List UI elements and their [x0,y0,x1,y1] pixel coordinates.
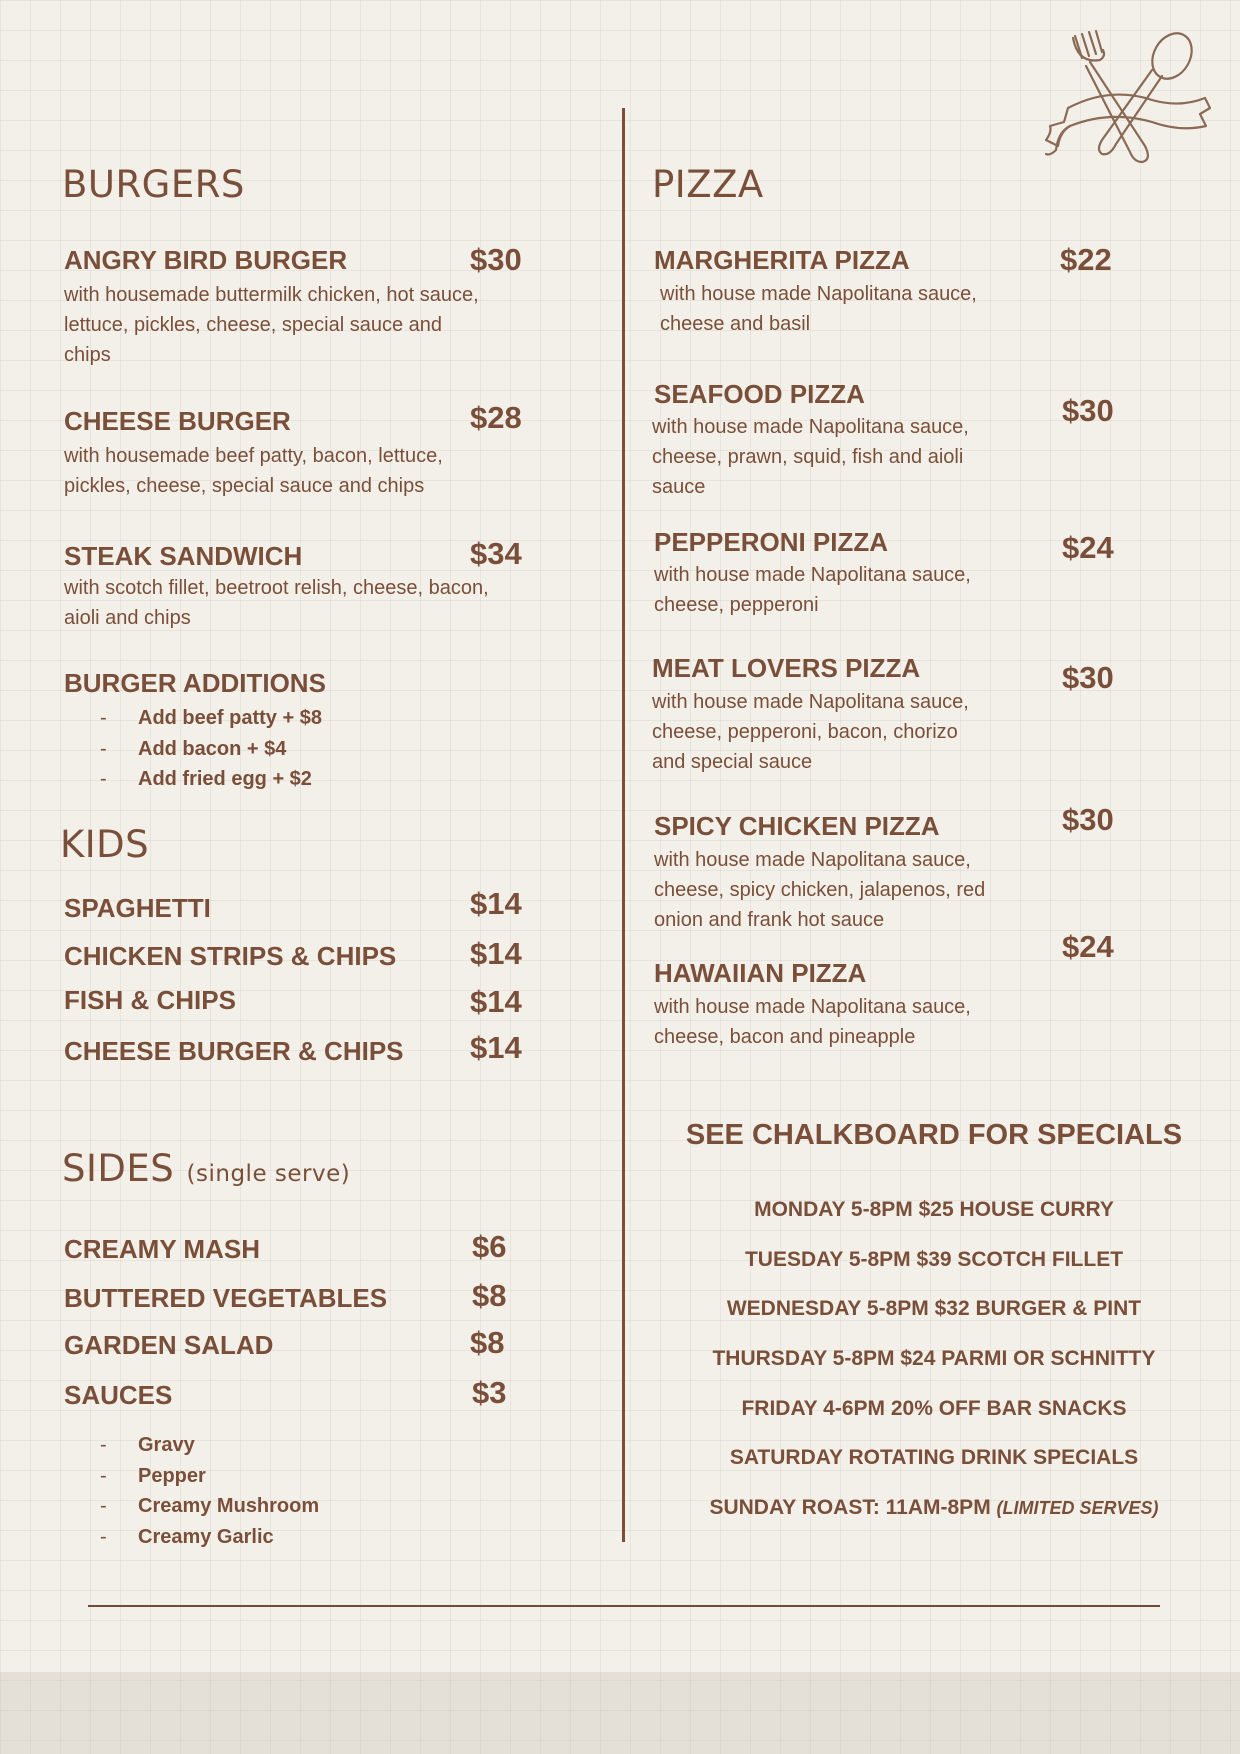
sides-heading [62,1147,350,1190]
menu-item-price: $8 [470,1325,505,1360]
footer-divider [88,1605,1160,1607]
menu-item-price: $30 [1062,393,1114,428]
menu-item-price: $30 [1062,802,1114,837]
special-row: MONDAY 5-8PM $25 HOUSE CURRY [754,1198,1114,1221]
burger-additions-list [100,703,322,795]
column-divider [622,108,625,1542]
list-item: - Gravy [100,1430,319,1461]
menu-item-name: SAUCES [64,1380,173,1410]
menu-item-desc: with housemade beef patty, bacon, lettuce, pickles, cheese, special sauce and chips [64,445,443,497]
menu-item-name: FISH & CHIPS [64,985,236,1015]
menu-item-name: SPICY CHICKEN PIZZA [654,811,940,841]
menu-item-price: $8 [472,1278,507,1313]
menu-item-desc: with house made Napolitana sauce, cheese, spicy chicken, jalapenos, red onion and frank hot sauce [654,849,986,931]
menu-item-name: MEAT LOVERS PIZZA [652,653,921,683]
menu-item-price: $30 [1062,660,1114,695]
special-row-sunday [654,1496,1214,1520]
list-item: - Creamy Garlic [100,1522,319,1553]
burger-additions-heading: BURGER ADDITIONS [64,668,326,698]
menu-item-desc: with scotch fillet, beetroot relish, cheese, bacon, aioli and chips [64,577,489,629]
special-row: FRIDAY 4-6PM 20% OFF BAR SNACKS [741,1397,1127,1420]
menu-item-price: $14 [470,1030,522,1065]
limited-serves-note: (LIMITED SERVES) [996,1498,1159,1518]
kids-heading: KIDS [60,823,150,866]
menu-item-name: CHEESE BURGER & CHIPS [64,1036,404,1066]
menu-item-price: $22 [1060,242,1112,277]
list-item: - Add beef patty + $8 [100,703,322,734]
menu-item-desc: with house made Napolitana sauce, cheese, pepperoni [654,564,971,616]
menu-item-price: $30 [470,242,522,277]
menu-item-desc: with house made Napolitana sauce, cheese, bacon and pineapple [654,996,971,1048]
menu-item-name: PEPPERONI PIZZA [654,527,889,557]
list-item: - Add fried egg + $2 [100,764,322,795]
menu-item-desc: with house made Napolitana sauce, cheese and basil [660,283,977,335]
special-row: TUESDAY 5-8PM $39 SCOTCH FILLET [744,1248,1124,1271]
list-item: - Add bacon + $4 [100,734,322,765]
specials-heading: SEE CHALKBOARD FOR SPECIALS [685,1119,1183,1151]
menu-item-name: STEAK SANDWICH [64,541,303,571]
sides-subtitle: (single serve) [186,1161,351,1187]
burgers-heading: BURGERS [62,163,245,206]
cutlery-ribbon-icon [1040,28,1220,173]
menu-item-name: CHEESE BURGER [64,406,291,436]
menu-item-price: $24 [1062,929,1114,964]
list-item: - Pepper [100,1461,319,1492]
sauces-list [100,1430,319,1552]
menu-item-desc: with housemade buttermilk chicken, hot sauce, lettuce, pickles, cheese, special sauce and chips [64,284,479,366]
sunday-roast-text: SUNDAY ROAST: 11AM-8PM [709,1496,991,1519]
menu-item-desc: with house made Napolitana sauce, cheese, pepperoni, bacon, chorizo and special sauce [652,691,969,773]
menu-item-name: SPAGHETTI [64,893,211,923]
menu-item-price: $14 [470,984,522,1019]
menu-item-name: CREAMY MASH [64,1234,260,1264]
menu-item-name: HAWAIIAN PIZZA [654,958,867,988]
special-row: THURSDAY 5-8PM $24 PARMI OR SCHNITTY [712,1347,1156,1370]
sides-title: SIDES [62,1147,175,1190]
footer-band [0,1672,1240,1754]
menu-item-desc: with house made Napolitana sauce, cheese, prawn, squid, fish and aioli sauce [652,416,969,498]
menu-item-price: $24 [1062,530,1114,565]
pizza-heading: PIZZA [652,163,764,206]
list-item: - Creamy Mushroom [100,1491,319,1522]
menu-item-name: MARGHERITA PIZZA [654,245,910,275]
menu-item-price: $28 [470,400,522,435]
menu-item-name: GARDEN SALAD [64,1330,274,1360]
menu-item-price: $34 [470,536,522,571]
menu-item-price: $6 [472,1229,507,1264]
special-row: WEDNESDAY 5-8PM $32 BURGER & PINT [726,1297,1142,1320]
menu-item-name: CHICKEN STRIPS & CHIPS [64,941,397,971]
menu-item-price: $3 [472,1375,507,1410]
menu-item-price: $14 [470,936,522,971]
menu-item-price: $14 [470,886,522,921]
special-row: SATURDAY ROTATING DRINK SPECIALS [729,1446,1139,1469]
menu-item-name: BUTTERED VEGETABLES [64,1283,388,1313]
menu-item-name: SEAFOOD PIZZA [654,379,865,409]
menu-item-name: ANGRY BIRD BURGER [64,245,348,275]
